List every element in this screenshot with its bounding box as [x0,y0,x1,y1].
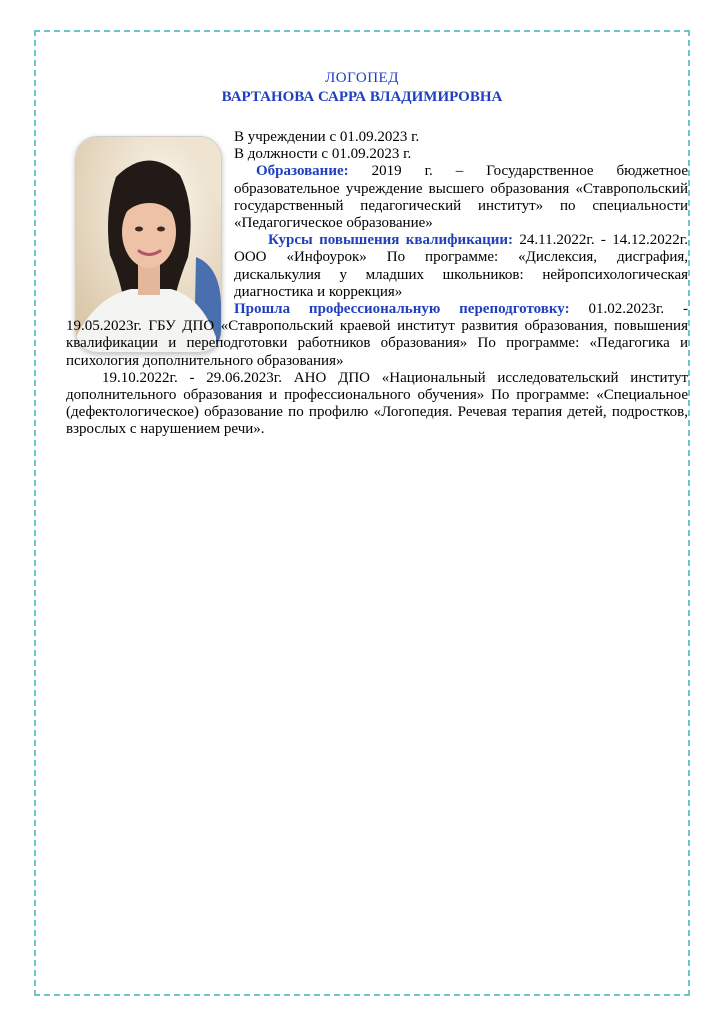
retraining2-paragraph: 19.10.2022г. - 29.06.2023г. АНО ДПО «Национальный исследовательский институт дополнительного образования и профессионального обучения» По программе: «Специальное (дефектологическое) образование по профилю «Логопедия. Речевая терапия детей, подростков, взрослых с нарушением речи». [66,369,688,438]
education-label: Образование: [256,163,349,180]
position-since: В должности с 01.09.2023 г. [234,146,412,163]
bio-text [66,129,688,439]
courses-label: Курсы повышения квалификации: [268,232,514,249]
institution-since: В учреждении с 01.09.2023 г. [234,129,420,145]
person-name: ВАРТАНОВА САРРА ВЛАДИМИРОВНА [221,89,503,105]
education-text: 2019 г. – Государственное бюджетное образовательное учреждение высшего образования «Ставропольский государственный педагогический институт» по специальности «Педагогическое образование» [234,163,688,232]
role-title: ЛОГОПЕД [325,70,399,86]
photo-spacer [66,129,234,317]
courses-text: 24.11.2022г. - 14.12.2022г. ООО «Инфоурок» По программе: «Дислексия, дисграфия, дискалькулия у младших школьников: нейропсихологическая диагностика и коррекция» [234,232,689,300]
retraining-text: 01.02.2023г. - 19.05.2023г. ГБУ ДПО «Ставропольский краевой институт развития образования, повышения квалификации и переподготовки работников образования» По программе: «Педагогика и психология дополнительного образования» [66,301,688,369]
retraining-label: Прошла профессиональную переподготовку: [234,301,570,318]
